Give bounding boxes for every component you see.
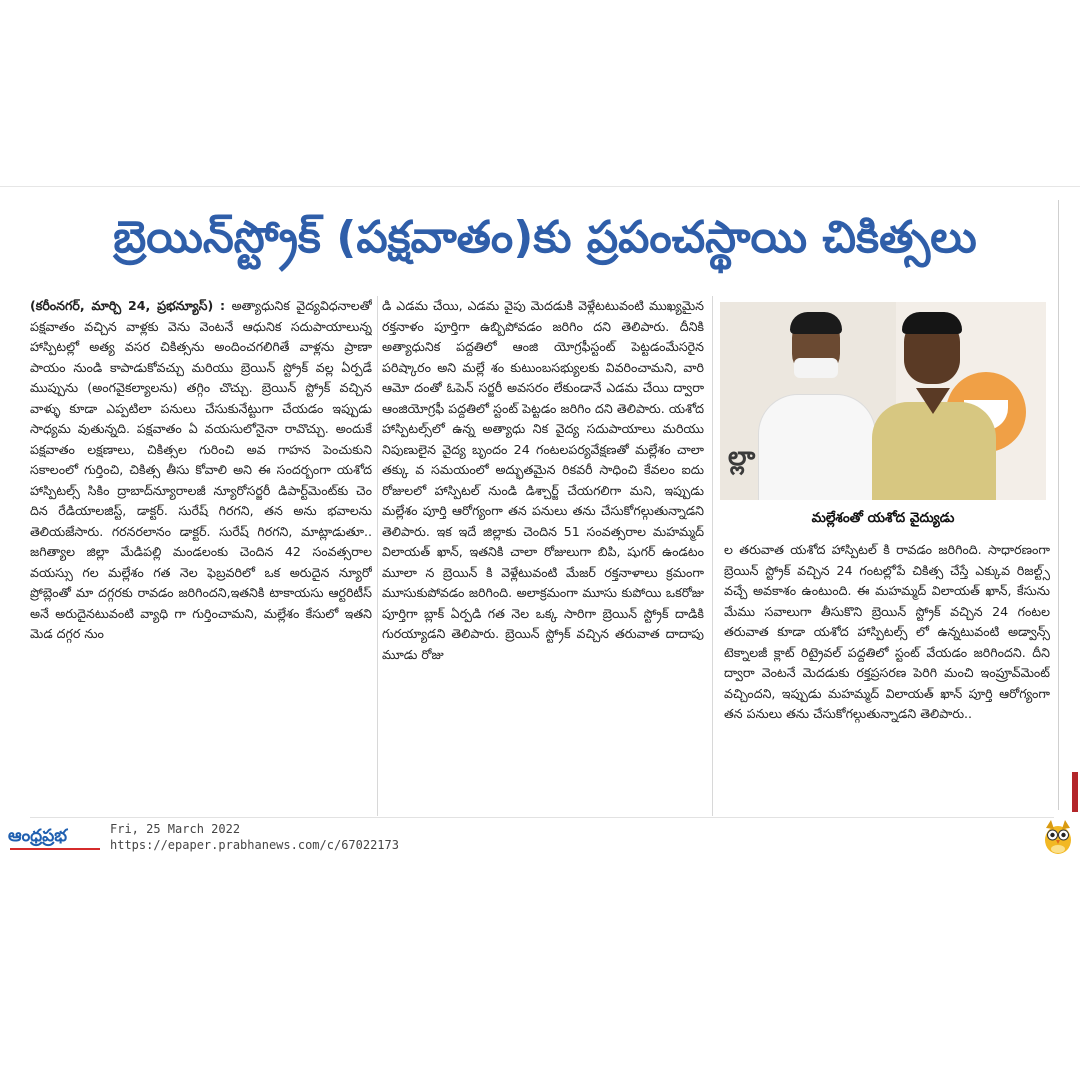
clip-top-border [0, 186, 1080, 187]
column-divider [377, 296, 378, 816]
doctor-figure [758, 394, 876, 500]
column-divider [712, 296, 713, 816]
adjacent-page-mark [1072, 772, 1078, 812]
article-column-1 [30, 296, 372, 818]
article-column-3 [724, 540, 1050, 820]
doctor-hair [790, 312, 842, 334]
article-photo [720, 302, 1046, 500]
photo-caption: మల్లేశంతో యశోద వైద్యుడు [811, 510, 955, 526]
newspaper-logo [8, 826, 104, 850]
logo-underline [10, 848, 100, 850]
column-2-text: డి ఎడమ చేయి, ఎడమ వైపు మెదడుకి వెళ్లేటటువంటి ముఖ్యమైన రక్తనాళం పూర్తిగా ఉబ్బిపోవడం జరిగిం దని తెలిపారు. దీనికి అత్యాధునిక పద్దతిలో ఆంజి యోగ్రఫీ‌స్టంట్ పెట్టడంమేసరైన పరిష్కారం అని మల్లే శం కుటుంబసభ్యులకు వివరించామని, వారి ఆమో దంతో ఓపెన్ సర్జరీ అవసరం లేకుండానే ఎడమ చేయి ద్వారా ఆంజియోగ్రఫీ పద్దతిలో స్టంట్ పెట్టడం జరిగిం దని తెలిపారు. యశోద హాస్పిటల్స్‌లో ఉన్న అత్యాధు నిక వైద్య సదుపాయాలు మరియు నిపుణులైన వైద్య బృందం 24 గంటలపర్యవేక్షణతో మల్లేశం చాలా తక్కు వ సమయంలో అద్భుతమైన రికవరీ సాధించి కేవలం ఐదు రోజులలో హాస్పిటల్ నుండి డిశ్చార్జ్ చేయగలిగా మని, ఇప్పుడు మల్లేశం పూర్తి ఆరోగ్యంగా తన పనులు తను చేసుకోగల్గుతున్నాడని తెలిపారు. ఇక ఇదే జిల్లాకు చెందిన 51 సంవత్సరాల మహమ్మద్ విలాయత్ ఖాన్, ఇతనికి చాలా రోజులుగా బిపి, షుగర్ ఉండటం మూలా న బ్రెయిన్ కి వెళ్లేటువంటి మేజర్ రక్తనాళాలు క్రమంగా మూసుకుపోవడం జరిగింది. అలాక్రమంగా మూసు కుపోయి ఒకరోజు పూర్తిగా బ్లాక్ ఏర్పడి గత నెల ఒక్క సారిగా బ్రెయిన్ స్ట్రోక్ దాడికి గురయ్యాడని తెలిపారు. బ్రెయిన్ స్ట్రోక్ వచ్చిన తరువాత దాదాపు మూడు రోజు [382, 298, 704, 662]
owl-mascot-icon [1042, 818, 1074, 856]
publication-date: Fri, 25 March 2022 [110, 822, 241, 836]
column-3-text: ల తరువాత యశోద హాస్పిటల్ కి రావడం జరిగింది. సాధారణంగా బ్రెయిన్ స్ట్రోక్ వచ్చిన 24 గంటల్లోపే చికిత్స చేస్తే ఎక్కువ రిజల్ట్స్ వచ్చే అవకాశం ఉంటుంది. ఈ మహమ్మద్ విలాయత్ ఖాన్, కేసును మేము సవాలుగా తీసుకొని బ్రెయిన్ స్ట్రోక్ వచ్చిన 24 గంటల తరువాత కూడా యశోద హాస్పిటల్స్ లో ఉన్నటువంటి అడ్వాన్స్ టెక్నాలజీ క్లాట్ రిట్రైవల్ పద్దతిలో స్టంట్ వేయడం జరిగిందని. దీని ద్వారా వెంటనే మెదడుకు రక్తప్రసరణ పెరిగి మంచి ఇంప్రూవ్‌మెంట్ వచ్చిందని, ఇప్పుడు మహమ్మద్ విలాయత్ ఖాన్ పూర్తి ఆరోగ్యంగా తన పనులు తను చేసుకోగల్గుతున్నాడని తెలిపారు.. [724, 542, 1050, 721]
column-1-text: అత్యాధునిక వైద్యవిధనాలతో పక్షవాతం వచ్చిన వాళ్లకు వెను వెంటనే ఆధునిక సదుపాయాలున్న హాస్పిటల్లో అత్య వసర చికిత్సను అందించగలిగితే వాళ్లను ప్రాణా పాయం నుండి కాపాడుకోవచ్చు మరియు బ్రెయిన్ స్ట్రోక్ వల్ల ఏర్పడే ముప్పును (అంగవైకల్యాలను) తగ్గిం చొచ్చు. బ్రెయిన్ స్ట్రోక్ వచ్చిన వాళ్ళు కూడా ఎప్పటిలా పనులు చేసుకునేట్టుగా చేయడం ఇప్పుడు సాధ్యమ వుతున్నది. పక్షవాతం ఏ వయసులోనైనా రావొచ్చు. అందుకే పక్షవాతం లక్షణాలు, చికిత్సల గురించి అవ గాహన పెంచుకుని సకాలంలో గుర్తించి, చికిత్స తీసు కోవాలి అని ఈ సందర్బంగా యశోద హాస్పిటల్స్ సికిం ద్రాబాద్‌న్యూరాలజీ న్యూరోసర్జరీ డిపార్ట్‌మెంట్‌కు చెం దిన రేడియాలజిస్ట్, డాక్టర్. సురేష్ గిరగని, తన అను భవాలను తెలియజేసారు. గరనరలానం డాక్టర్. సురేష్ గిరగని, మాట్లాడుతూ.. జగిత్యాల జిల్లా మేడిపల్లి మండలంకు చెందిన 42 సంవత్సరాల వయస్సు గల మల్లేశం గత నెల ఫెబ్రవరిలో ఒక అరుదైన న్యూరో ప్రోబ్లెంతో మా దగ్గరకు రావడం జరిగిందని,ఇతనికి టాకాయసు ఆర్టరిటీస్ అనే అరుదైనటువంటి వ్యాధి గా గుర్తించామని, మల్లేశం కేసులో ఇతని మెడ దగ్గర నుం [30, 298, 372, 641]
backdrop-sign-text: ల్లా [728, 442, 756, 472]
article-dateline: (కరీంనగర్, మార్చి 24, ప్రభన్యూస్) : [30, 298, 226, 313]
source-url[interactable]: https://epaper.prabhanews.com/c/67022173 [110, 838, 399, 852]
patient-hair [902, 312, 962, 334]
article-column-2 [382, 296, 704, 818]
page-edge-rule [1058, 200, 1059, 810]
doctor-mask [794, 358, 838, 378]
footer-divider [30, 817, 1054, 818]
newspaper-logo-text: ఆంధ్రప్రభ [8, 826, 68, 846]
patient-figure [872, 402, 996, 500]
article-headline: బ్రెయిన్‌స్ట్రోక్ (పక్షవాతం)కు ప్రపంచస్థాయి చికిత్సలు [113, 212, 977, 263]
